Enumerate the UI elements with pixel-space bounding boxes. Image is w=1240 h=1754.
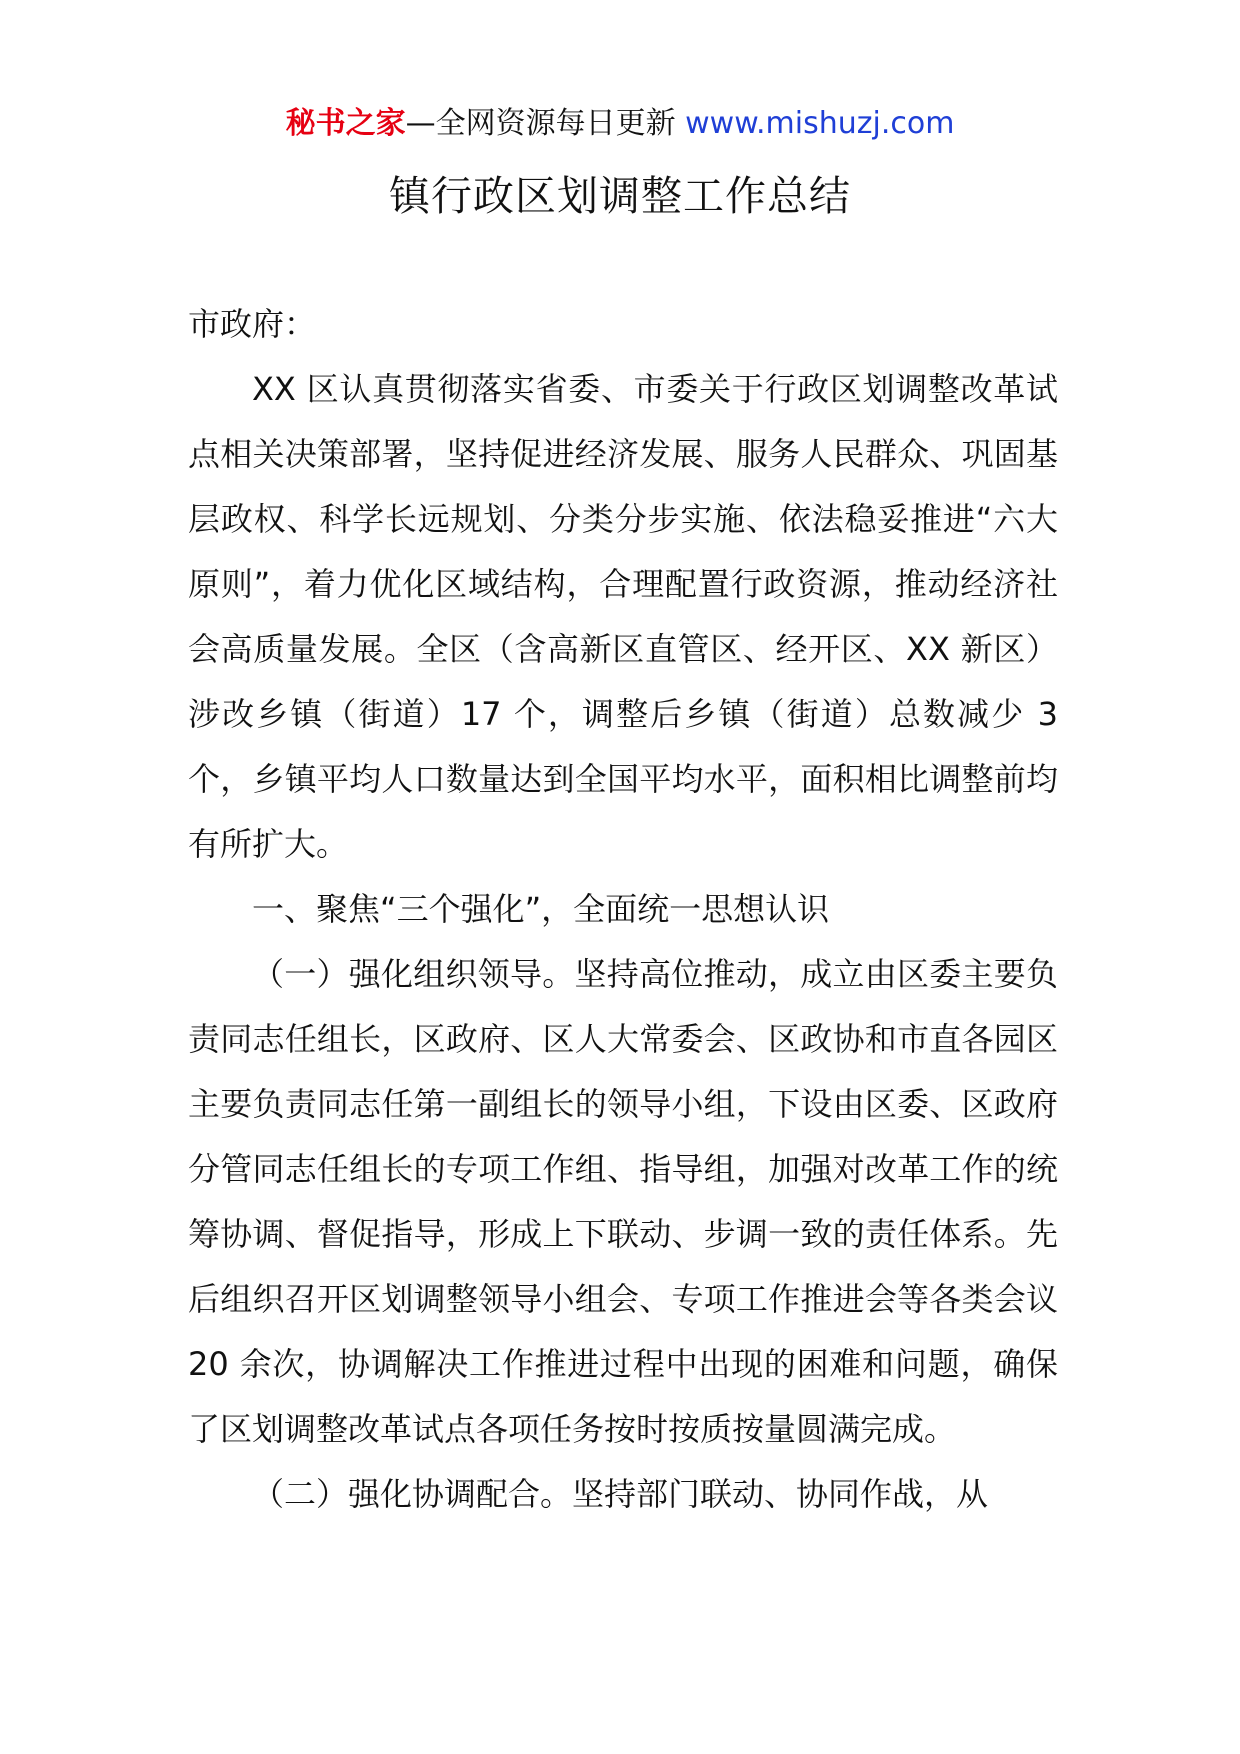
- document-body: [188, 292, 1058, 1527]
- site-link[interactable]: www.mishuzj.com: [685, 106, 955, 141]
- brand-tagline: —全网资源每日更新: [405, 106, 676, 141]
- section-heading: 一、聚焦“三个强化”，全面统一思想认识: [252, 890, 830, 928]
- brand-name: 秘书之家: [285, 106, 406, 141]
- salutation: 市政府：: [188, 305, 317, 343]
- watermark-header: [0, 104, 1240, 144]
- page-title: 镇行政区划调整工作总结: [389, 172, 851, 220]
- paragraph-subsection-2: （二）强化协调配合。坚持部门联动、协同作战，从: [252, 1475, 989, 1513]
- paragraph-intro: XX 区认真贯彻落实省委、市委关于行政区划调整改革试点相关决策部署，坚持促进经济发展、服务人民群众、巩固基层政权、科学长远规划、分类分步实施、依法稳妥推进“六大原则”，着力优化区域结构，合理配置行政资源，推动经济社会高质量发展。全区（含高新区直管区、经开区、XX 新区）涉改乡镇（街道）17 个，调整后乡镇（街道）总数减少 3 个，乡镇平均人口数量达到全国平均水平，面积相比调整前均有所扩大。: [188, 370, 1058, 863]
- paragraph-subsection-1: （一）强化组织领导。坚持高位推动，成立由区委主要负责同志任组长，区政府、区人大常委会、区政协和市直各园区主要负责同志任第一副组长的领导小组，下设由区委、区政府分管同志任组长的专项工作组、指导组，加强对改革工作的统筹协调、督促指导，形成上下联动、步调一致的责任体系。先后组织召开区划调整领导小组会、专项工作推进会等各类会议 20 余次，协调解决工作推进过程中出现的困难和问题，确保了区划调整改革试点各项任务按时按质按量圆满完成。: [188, 955, 1058, 1448]
